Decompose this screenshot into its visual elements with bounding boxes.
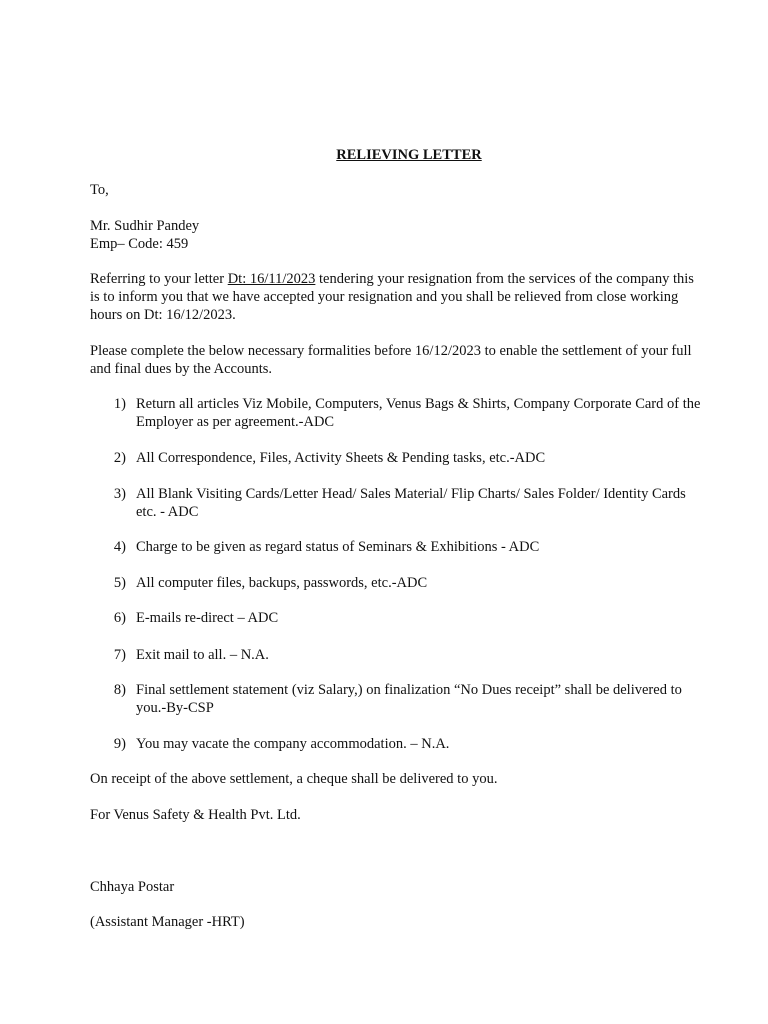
list-item-text-continued: Employer as per agreement.-ADC [136, 414, 335, 430]
paragraph-1-text-a: Referring to your letter [90, 271, 228, 287]
list-item-text: All Blank Visiting Cards/Letter Head/ Sales Material/ Flip Charts/ Sales Folder/ Identity Cards [136, 486, 686, 502]
list-item-text: Final settlement statement (viz Salary,) on finalization “No Dues receipt” shall be delivered to [136, 682, 682, 698]
signatory-title: (Assistant Manager -HRT) [90, 914, 245, 930]
paragraph-2-line-2: and final dues by the Accounts. [90, 361, 273, 377]
employee-code: Emp– Code: 459 [90, 236, 189, 252]
list-item-text: Return all articles Viz Mobile, Computers, Venus Bags & Shirts, Company Corporate Card of the [136, 396, 701, 412]
list-item-number: 8) [113, 682, 126, 698]
letter-title: RELIEVING LETTER [336, 147, 482, 163]
paragraph-1-line-1 [90, 270, 694, 288]
list-item-number: 5) [113, 575, 126, 591]
paragraph-1-line-2: is to inform you that we have accepted your resignation and you shall be relieved from close working [90, 289, 679, 305]
list-item-text: Exit mail to all. – N.A. [136, 647, 269, 663]
list-item-text: All computer files, backups, passwords, etc.-ADC [136, 575, 428, 591]
list-item-number: 6) [113, 610, 126, 626]
list-item-text-continued: you.-By-CSP [136, 700, 214, 716]
recipient-name: Mr. Sudhir Pandey [90, 218, 200, 234]
list-item-text: Charge to be given as regard status of Seminars & Exhibitions - ADC [136, 539, 540, 555]
list-item-number: 4) [113, 539, 126, 555]
resignation-letter-date: Dt: 16/11/2023 [227, 271, 316, 287]
list-item-number: 7) [113, 647, 126, 663]
closing-line: On receipt of the above settlement, a cheque shall be delivered to you. [90, 771, 498, 787]
paragraph-1-text-b: tendering your resignation from the services of the company this [315, 271, 694, 287]
company-line: For Venus Safety & Health Pvt. Ltd. [90, 807, 301, 823]
list-item-number: 3) [113, 486, 126, 502]
list-item-number: 9) [113, 736, 126, 752]
list-item-number: 1) [113, 396, 126, 412]
list-item-text: You may vacate the company accommodation. – N.A. [136, 736, 450, 752]
list-item-number: 2) [113, 450, 126, 466]
paragraph-2-line-1: Please complete the below necessary formalities before 16/12/2023 to enable the settlement of your full [90, 343, 692, 359]
paragraph-1-line-3: hours on Dt: 16/12/2023. [90, 307, 236, 323]
salutation: To, [90, 182, 109, 198]
signatory-name: Chhaya Postar [90, 879, 175, 895]
list-item-text: All Correspondence, Files, Activity Sheets & Pending tasks, etc.-ADC [136, 450, 546, 466]
list-item-text-continued: etc. - ADC [136, 504, 199, 520]
list-item-text: E-mails re-direct – ADC [136, 610, 279, 626]
